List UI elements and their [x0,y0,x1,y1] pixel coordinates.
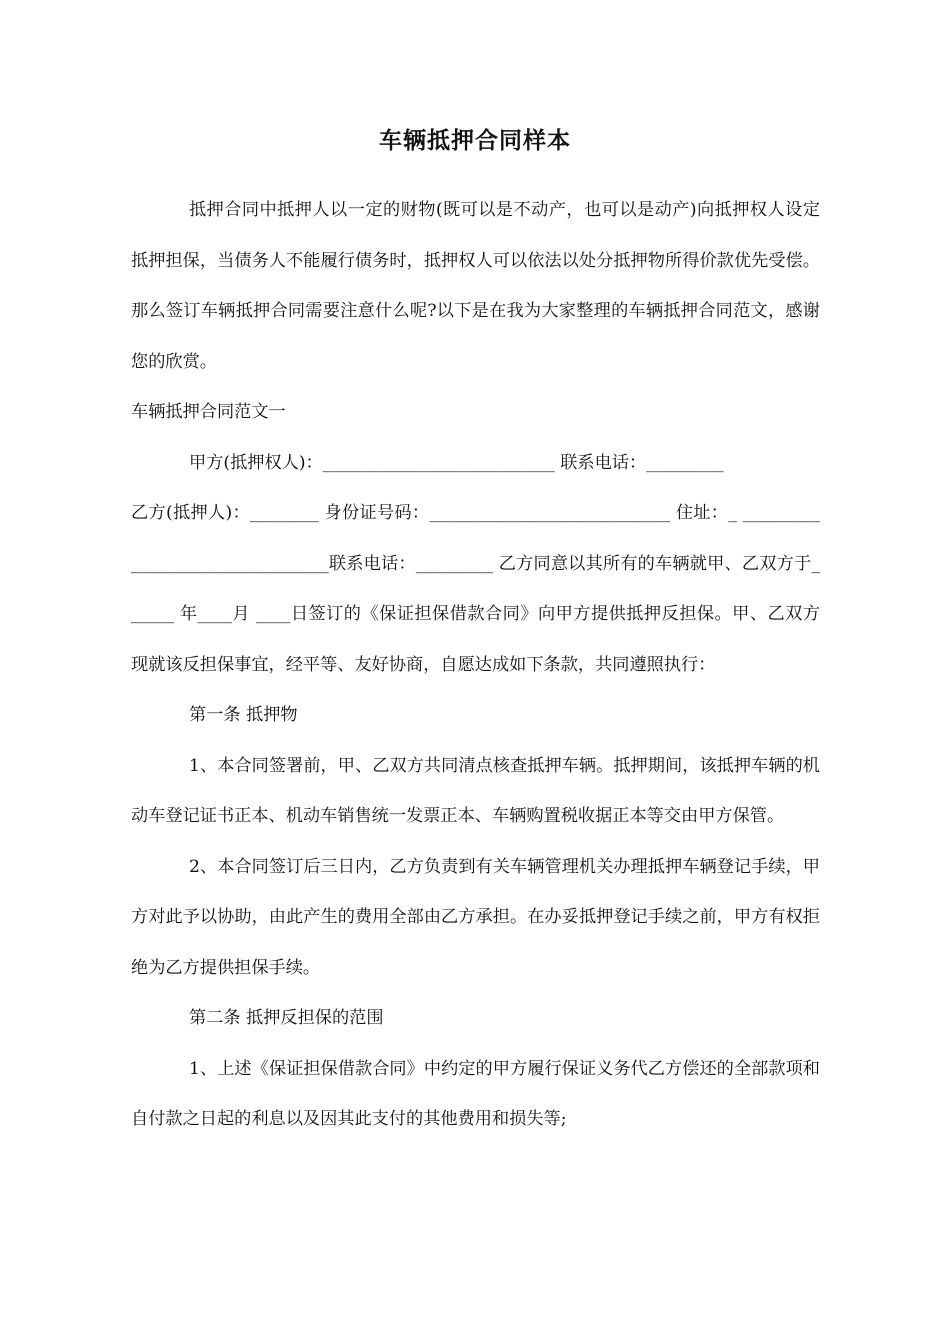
article-1-heading: 第一条 抵押物 [189,705,298,725]
document-body [131,185,820,1145]
sample-heading: 车辆抵押合同范文一 [131,402,286,422]
intro-paragraph: 抵押合同中抵押人以一定的财物(既可以是不动产，也可以是动产)向抵押权人设定抵押担保，当债务人不能履行债务时，抵押权人可以依法以处分抵押物所得价款优先受偿。那么签订车辆抵押合同需要注意什么呢?以下是在我为大家整理的车辆抵押合同范文，感谢您的欣赏。 [131,200,820,372]
article-2-item-1: 1、上述《保证担保借款合同》中约定的甲方履行保证义务代乙方偿还的全部款项和自付款之日起的利息以及因其此支付的其他费用和损失等; [131,1058,820,1129]
party-a-line: 甲方(抵押权人)：___________________________ 联系电话：_________ [189,452,724,473]
article-2-heading: 第二条 抵押反担保的范围 [189,1008,384,1028]
party-b-paragraph: 乙方(抵押人)：________ 身份证号码：____________________________ 住址：_ ________________________________联系电话：_________ 乙方同意以其所有的车辆就甲、乙双方于______ 年____月 ____日签订的《保证担保借款合同》向甲方提供抵押反担保。甲、乙双方现就该反担保事宜，经平等、友好协商，自愿达成如下条款，共同遵照执行： [131,503,820,675]
document-title: 车辆抵押合同样本 [379,128,571,154]
article-1-item-2: 2、本合同签订后三日内，乙方负责到有关车辆管理机关办理抵押车辆登记手续，甲方对此予以协助，由此产生的费用全部由乙方承担。在办妥抵押登记手续之前，甲方有权拒绝为乙方提供担保手续。 [131,856,820,978]
article-1-item-1: 1、本合同签署前，甲、乙双方共同清点核查抵押车辆。抵押期间，该抵押车辆的机动车登记证书正本、机动车销售统一发票正本、车辆购置税收据正本等交由甲方保管。 [131,755,820,826]
